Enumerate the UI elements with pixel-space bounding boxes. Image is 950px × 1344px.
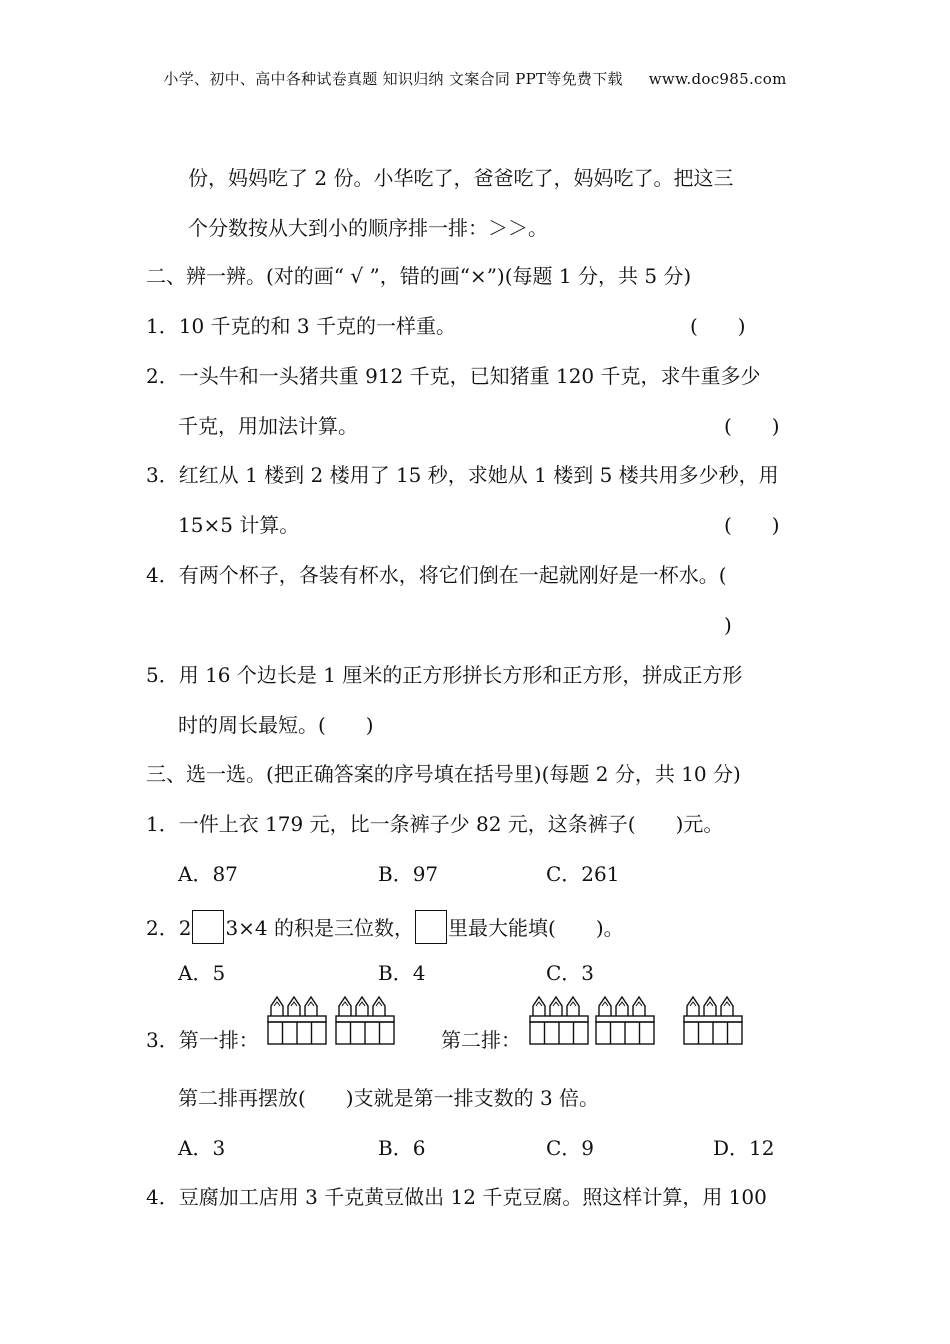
header-text: 小学、初中、高中各种试卷真题 知识归纳 文案合同 PPT等免费下载 xyxy=(163,70,623,88)
s2-q4-line1: 4．有两个杯子，各装有杯水，将它们倒在一起就刚好是一杯水。( xyxy=(146,563,727,587)
s2-q2-line1: 2．一头牛和一头猪共重 912 千克，已知猪重 120 千克，求牛重多少 xyxy=(146,364,761,388)
digit-box xyxy=(415,910,447,944)
header-site: www.doc985.com xyxy=(648,70,787,88)
pencil-box xyxy=(336,997,394,1044)
s3-q3-row1-label: 3．第一排： xyxy=(146,1028,259,1052)
intro-line-1: 份，妈妈吃了 2 份。小华吃了，爸爸吃了，妈妈吃了。把这三 xyxy=(188,166,734,190)
pencil-box xyxy=(268,997,326,1044)
s2-q3-line2: 15×5 计算。 xyxy=(178,513,300,537)
digit-box xyxy=(192,910,224,944)
s3-q2-option-c[interactable]: C．3 xyxy=(546,961,595,985)
pencil-box xyxy=(530,997,588,1044)
s2-q1: 1．10 千克的和 3 千克的一样重。 xyxy=(146,314,456,338)
section2-title: 二、辨一辨。(对的画“ √ ”，错的画“×”)(每题 1 分，共 5 分) xyxy=(146,264,692,288)
s3-q4: 4．豆腐加工店用 3 千克黄豆做出 12 千克豆腐。照这样计算，用 100 xyxy=(146,1185,767,1209)
intro-line-2: 个分数按从大到小的顺序排一排：＞＞。 xyxy=(188,216,548,240)
s3-q2 xyxy=(146,910,624,944)
s3-q2-prefix: 2．2 xyxy=(146,916,192,940)
s3-q3-option-c[interactable]: C．9 xyxy=(546,1136,595,1160)
s3-q1: 1．一件上衣 179 元，比一条裤子少 82 元，这条裤子( )元。 xyxy=(146,812,724,836)
s3-q2-mid: 3×4 的积是三位数， xyxy=(225,916,415,940)
pencil-box xyxy=(684,997,742,1044)
s3-q2-suffix: 里最大能填( )。 xyxy=(448,916,624,940)
section3-title: 三、选一选。(把正确答案的序号填在括号里)(每题 2 分，共 10 分) xyxy=(146,762,741,786)
pencil-boxes-illustration xyxy=(266,994,746,1048)
s3-q2-option-b[interactable]: B．4 xyxy=(378,961,426,985)
s3-q1-option-b[interactable]: B．97 xyxy=(378,862,439,886)
s2-q3-line1: 3．红红从 1 楼到 2 楼用了 15 秒，求她从 1 楼到 5 楼共用多少秒，用 xyxy=(146,463,779,487)
s2-q5-line2: 时的周长最短。( ) xyxy=(178,713,374,737)
s3-q2-option-a[interactable]: A．5 xyxy=(178,961,226,985)
s3-q3-option-b[interactable]: B．6 xyxy=(378,1136,426,1160)
s3-q3-option-d[interactable]: D．12 xyxy=(713,1136,775,1160)
s3-q1-option-a[interactable]: A．87 xyxy=(178,862,238,886)
s3-q3-row2-label: 第二排： xyxy=(441,1028,521,1052)
pencil-box xyxy=(596,997,654,1044)
s2-q3-answer[interactable]: ( ) xyxy=(724,513,780,537)
s3-q1-option-c[interactable]: C．261 xyxy=(546,862,620,886)
s2-q1-answer[interactable]: ( ) xyxy=(690,314,746,338)
s2-q2-line2: 千克，用加法计算。 xyxy=(178,414,358,438)
s2-q5-line1: 5．用 16 个边长是 1 厘米的正方形拼长方形和正方形，拼成正方形 xyxy=(146,663,743,687)
page-header xyxy=(0,68,950,89)
s3-q3-option-a[interactable]: A．3 xyxy=(178,1136,226,1160)
s2-q2-answer[interactable]: ( ) xyxy=(724,414,780,438)
s2-q4-line2: ) xyxy=(724,613,732,637)
s3-q3-text: 第二排再摆放( )支就是第一排支数的 3 倍。 xyxy=(178,1086,600,1110)
